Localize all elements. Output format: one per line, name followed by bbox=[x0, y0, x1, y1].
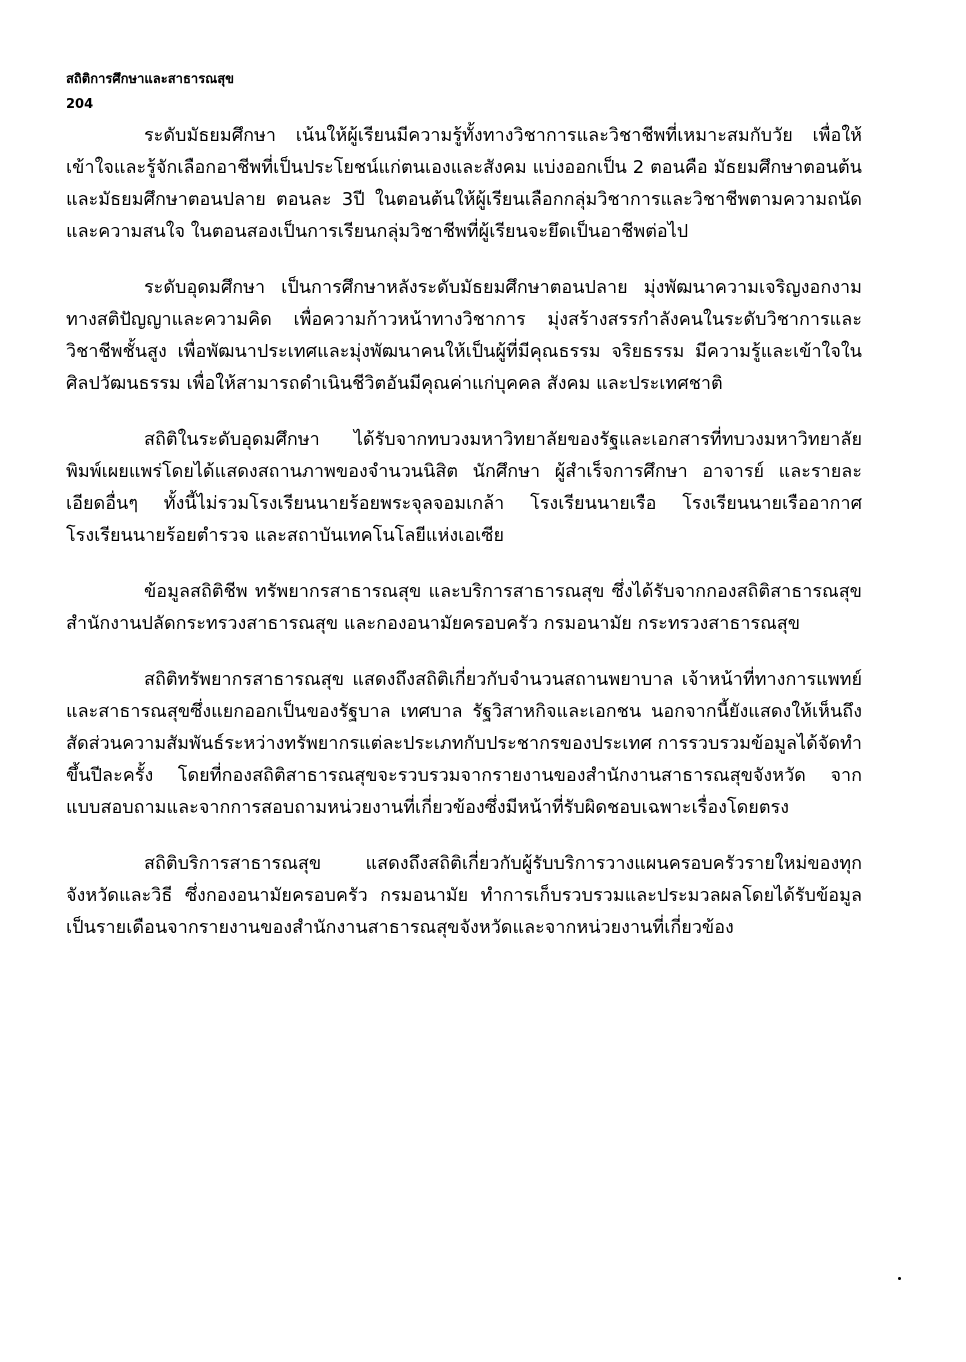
paragraph-higher-education: ระดับอุดมศึกษา เป็นการศึกษาหลังระดับมัธยมศึกษาตอนปลาย มุ่งพัฒนาความเจริญงอกงามทางสติปัญญาและความคิด เพื่อความก้าวหน้าทางวิชาการ มุ่งสร้างสรรกำลังคนในระดับวิชาการและวิชาชีพชั้นสูง เพื่อพัฒนาประเทศและมุ่งพัฒนาคนให้เป็นผู้ที่มีคุณธรรม จริยธรรม มีความรู้และเข้าใจในศิลปวัฒนธรรม เพื่อให้สามารถดำเนินชีวิตอันมีคุณค่าแก่บุคคล สังคม และประเทศชาติ bbox=[66, 277, 862, 394]
paragraph-health-services: สถิติบริการสาธารณสุข แสดงถึงสถิติเกี่ยวกับผู้รับบริการวางแผนครอบครัวรายใหม่ของทุกจังหวัดและวิธี ซึ่งกองอนามัยครอบครัว กรมอนามัย ทำการเก็บรวบรวมและประมวลผลโดยได้รับข้อมูลเป็นรายเดือนจากรายงานของสำนักงานสาธารณสุขจังหวัดและจากหน่วยงานที่เกี่ยวข้อง bbox=[66, 853, 862, 938]
paragraph-health-resources: สถิติทรัพยากรสาธารณสุข แสดงถึงสถิติเกี่ยวกับจำนวนสถานพยาบาล เจ้าหน้าที่ทางการแพทย์และสาธารณสุขซึ่งแยกออกเป็นของรัฐบาล เทศบาล รัฐวิสาหกิจและเอกชน นอกจากนี้ยังแสดงให้เห็นถึงสัดส่วนความสัมพันธ์ระหว่างทรัพยากรแต่ละประเภทกับประชากรของประเทศ การรวบรวมข้อมูลได้จัดทำขึ้นปีละครั้ง โดยที่กองสถิติสาธารณสุขจะรวบรวมจากรายงานของสำนักงานสาธารณสุขจังหวัด จากแบบสอบถามและจากการสอบถามหน่วยงานที่เกี่ยวข้องซึ่งมีหน้าที่รับผิดชอบเฉพาะเรื่องโดยตรง bbox=[66, 669, 862, 818]
paragraph-secondary-education: ระดับมัธยมศึกษา เน้นให้ผู้เรียนมีความรู้ทั้งทางวิชาการและวิชาชีพที่เหมาะสมกับวัย เพื่อให้เข้าใจและรู้จักเลือกอาชีพที่เป็นประโยชน์แก่ตนเองและสังคม แบ่งออกเป็น 2 ตอนคือ มัธยมศึกษาตอนต้น และมัธยมศึกษาตอนปลาย ตอนละ 3ปี ในตอนต้นให้ผู้เรียนเลือกกลุ่มวิชาการและวิชาชีพตามความถนัดและความสนใจ ในตอนสองเป็นการเรียนกลุ่มวิชาชีพที่ผู้เรียนจะยึดเป็นอาชีพต่อไป bbox=[66, 125, 862, 242]
paragraph-vital-statistics-sources: ข้อมูลสถิติชีพ ทรัพยากรสาธารณสุข และบริการสาธารณสุข ซึ่งได้รับจากกองสถิติสาธารณสุข สำนักงานปลัดกระทรวงสาธารณสุข และกองอนามัยครอบครัว กรมอนามัย กระทรวงสาธารณสุข bbox=[66, 581, 862, 634]
scan-speck bbox=[898, 1277, 901, 1280]
paragraph-higher-education-statistics: สถิติในระดับอุดมศึกษา ได้รับจากทบวงมหาวิทยาลัยของรัฐและเอกสารที่ทบวงมหาวิทยาลัยพิมพ์เผยแพร่โดยได้แสดงสถานภาพของจำนวนนิสิต นักศึกษา ผู้สำเร็จการศึกษา อาจารย์ และรายละเอียดอื่นๆ ทั้งนี้ไม่รวมโรงเรียนนายร้อยพระจุลจอมเกล้า โรงเรียนนายเรือ โรงเรียนนายเรืออากาศ โรงเรียนนายร้อยตำรวจ และสถาบันเทคโนโลยีแห่งเอเซีย bbox=[66, 429, 862, 546]
running-header: สถิติการศึกษาและสาธารณสุข bbox=[66, 72, 235, 87]
page-number: 204 bbox=[66, 97, 94, 112]
body-text bbox=[66, 120, 862, 968]
